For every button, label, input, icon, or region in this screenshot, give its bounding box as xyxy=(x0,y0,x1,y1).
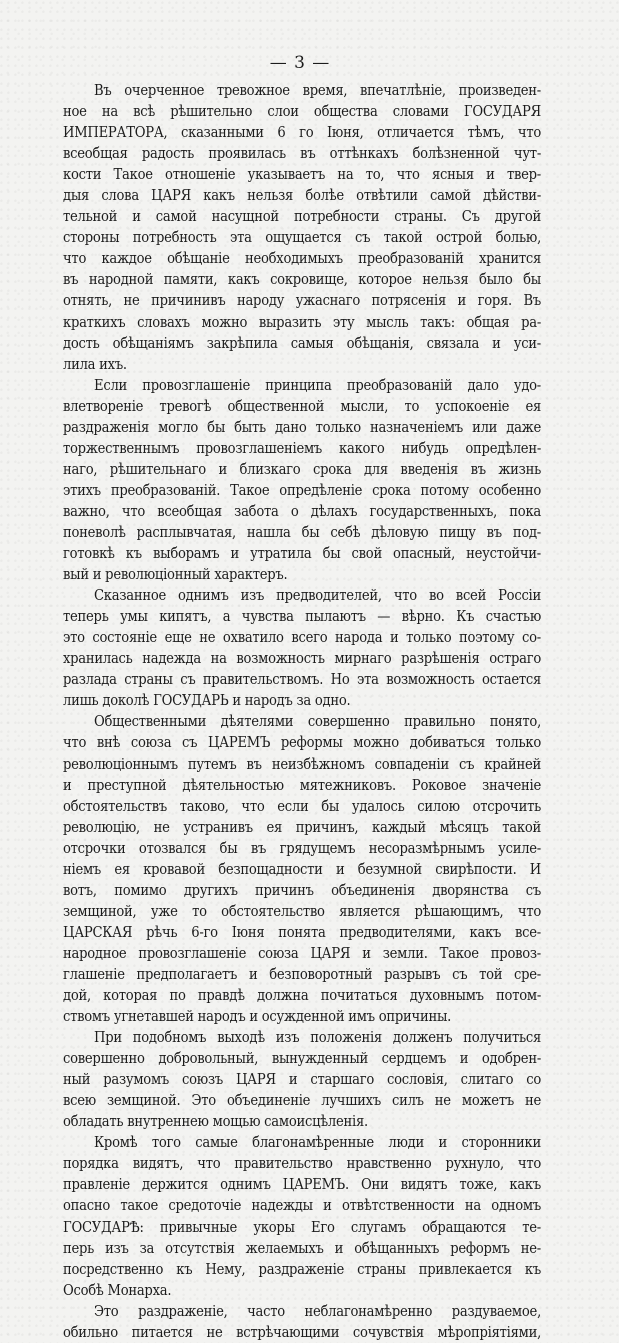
paragraph xyxy=(63,375,541,585)
body-text xyxy=(63,80,541,1343)
text-line: Кромѣ того самые благонамѣренные люди и сторонники xyxy=(94,1134,541,1152)
text-line: влетвореніе тревогѣ общественной мысли, то успокоеніе ея xyxy=(63,397,541,415)
text-line: Если провозглашеніе принципа преобразованій дало удо- xyxy=(94,376,541,394)
text-line: стороны потребность эта ощущается съ такой острой болью, xyxy=(63,229,541,247)
text-line: обильно питается не встрѣчающими сочувствія мѣропріятіями, xyxy=(63,1323,541,1341)
text-line: правленіе держится однимъ ЦАРЕМЪ. Они видятъ тоже, какъ xyxy=(63,1176,541,1194)
text-line: революціоннымъ путемъ въ неизбѣжномъ совпаденіи съ крайней xyxy=(63,755,541,773)
text-line: ніемъ ея кровавой безпощадности и безумной свирѣпости. И xyxy=(63,860,541,878)
text-line: совершенно добровольный, вынужденный сердцемъ и одобрен- xyxy=(63,1050,541,1068)
text-line: обладать внутреннею мощью самоисцѣленія. xyxy=(63,1113,368,1131)
page-number: — 3 — xyxy=(269,53,331,73)
text-line: народное провозглашеніе союза ЦАРЯ и земли. Такое провоз- xyxy=(63,944,541,962)
paragraph xyxy=(63,1027,541,1132)
text-line: ный разумомъ союзъ ЦАРЯ и старшаго сословія, слитаго со xyxy=(63,1071,541,1089)
text-line: ГОСУДАРѢ: привычные укоры Его слугамъ обращаются те- xyxy=(63,1218,541,1236)
text-line: земщиной, уже то обстоятельство является рѣшающимъ, что xyxy=(63,902,541,920)
paragraph xyxy=(63,711,541,1027)
text-line: Это раздраженіе, часто неблагонамѣренно раздуваемое, xyxy=(94,1302,541,1320)
text-line: важно, что всеобщая забота о дѣлахъ государственныхъ, пока xyxy=(63,502,541,520)
text-line: Общественными дѣятелями совершенно правильно понято, xyxy=(94,713,541,731)
text-line: и преступной дѣятельностью мятежниковъ. Роковое значеніе xyxy=(63,776,541,794)
text-line: теперь умы кипятъ, а чувства пылаютъ — вѣрно. Къ счастью xyxy=(63,608,541,626)
text-line: Особѣ Монарха. xyxy=(63,1281,172,1299)
text-line: всею земщиной. Это объединеніе лучшихъ силъ не можетъ не xyxy=(63,1092,541,1110)
text-line: наго, рѣшительнаго и близкаго срока для введенія въ жизнь xyxy=(63,460,541,478)
text-line: всеобщая радость проявилась въ оттѣнкахъ болѣзненной чут- xyxy=(63,145,541,163)
text-line: это состояніе еще не охватило всего народа и только поэтому со- xyxy=(63,629,541,647)
text-line: ИМПЕРАТОРА, сказанными 6 го Іюня, отличается тѣмъ, что xyxy=(63,124,541,142)
text-line: отсрочки отозвался бы въ грядущемъ несоразмѣрнымъ усиле- xyxy=(63,839,541,857)
text-line: раздраженія могло бы быть дано только назначеніемъ или даже xyxy=(63,418,541,436)
text-line: дость обѣщаніямъ закрѣпила самыя обѣщанія, связала и уси- xyxy=(63,334,541,352)
text-line: торжественнымъ провозглашеніемъ какого нибудь опредѣлен- xyxy=(63,439,541,457)
text-line: отнять, не причинивъ народу ужаснаго потрясенія и горя. Въ xyxy=(63,292,541,310)
text-line: вый и революціонный характеръ. xyxy=(63,566,288,584)
paragraph xyxy=(63,1132,541,1300)
paragraph xyxy=(63,80,541,375)
text-line: ное на всѣ рѣшительно слои общества словами ГОСУДАРЯ xyxy=(63,103,541,121)
text-line: что каждое обѣщаніе необходимыхъ преобразованій хранится xyxy=(63,250,541,268)
text-line: порядка видятъ, что правительство нравственно рухнуло, что xyxy=(63,1155,541,1173)
text-line: ствомъ угнетавшей народъ и осужденной имъ опричины. xyxy=(63,1008,452,1026)
paragraph xyxy=(63,585,541,711)
text-line: дыя слова ЦАРЯ какъ нельзя болѣе отвѣтили самой дѣйстви- xyxy=(63,187,541,205)
text-line: посредственно къ Нему, раздраженіе страны привлекается къ xyxy=(63,1260,541,1278)
text-line: разлада страны съ правительствомъ. Но эта возможность остается xyxy=(63,671,541,689)
text-line: опасно такое средоточіе надежды и отвѣтственности на одномъ xyxy=(63,1197,541,1215)
text-line: ЦАРСКАЯ рѣчь 6-го Іюня понята предводителями, какъ все- xyxy=(63,923,541,941)
text-line: этихъ преобразованій. Такое опредѣленіе срока потому особенно xyxy=(63,481,541,499)
text-line: Сказанное однимъ изъ предводителей, что во всей Россіи xyxy=(94,587,541,605)
text-line: обстоятельствъ таково, что если бы удалось силою отсрочить xyxy=(63,797,541,815)
text-line: лила ихъ. xyxy=(63,355,127,373)
text-line: хранилась надежда на возможность мирнаго разрѣшенія остраго xyxy=(63,650,541,668)
paragraph xyxy=(63,1301,541,1343)
text-line: тельной и самой насущной потребности страны. Съ другой xyxy=(63,208,541,226)
text-line: вотъ, помимо другихъ причинъ объединенія дворянства съ xyxy=(63,881,541,899)
text-line: готовкѣ къ выборамъ и утратила бы свой опасный, неустойчи- xyxy=(63,545,541,563)
text-line: перь изъ за отсутствія желаемыхъ и обѣщанныхъ реформъ не- xyxy=(63,1239,541,1257)
text-line: поневолѣ расплывчатая, нашла бы себѣ дѣловую пищу въ под- xyxy=(63,523,541,541)
text-line: При подобномъ выходѣ изъ положенія долженъ получиться xyxy=(94,1029,541,1047)
text-line: лишь доколѣ ГОСУДАРЬ и народъ за одно. xyxy=(63,692,351,710)
text-line: въ народной памяти, какъ сокровище, которое нельзя было бы xyxy=(63,271,541,289)
text-line: краткихъ словахъ можно выразить эту мысль такъ: общая ра- xyxy=(63,313,541,331)
text-line: глашеніе предполагаетъ и безповоротный разрывъ съ той сре- xyxy=(63,965,541,983)
text-line: дой, которая по правдѣ должна почитаться духовнымъ потом- xyxy=(63,987,541,1005)
text-line: что внѣ союза съ ЦАРЕМЪ реформы можно добиваться только xyxy=(63,734,541,752)
text-line: Въ очерченное тревожное время, впечатлѣніе, произведен- xyxy=(94,82,541,99)
text-line: революцію, не устранивъ ея причинъ, каждый мѣсяцъ такой xyxy=(63,818,541,836)
text-line: кости Такое отношеніе указываетъ на то, что ясныя и твер- xyxy=(63,166,541,184)
